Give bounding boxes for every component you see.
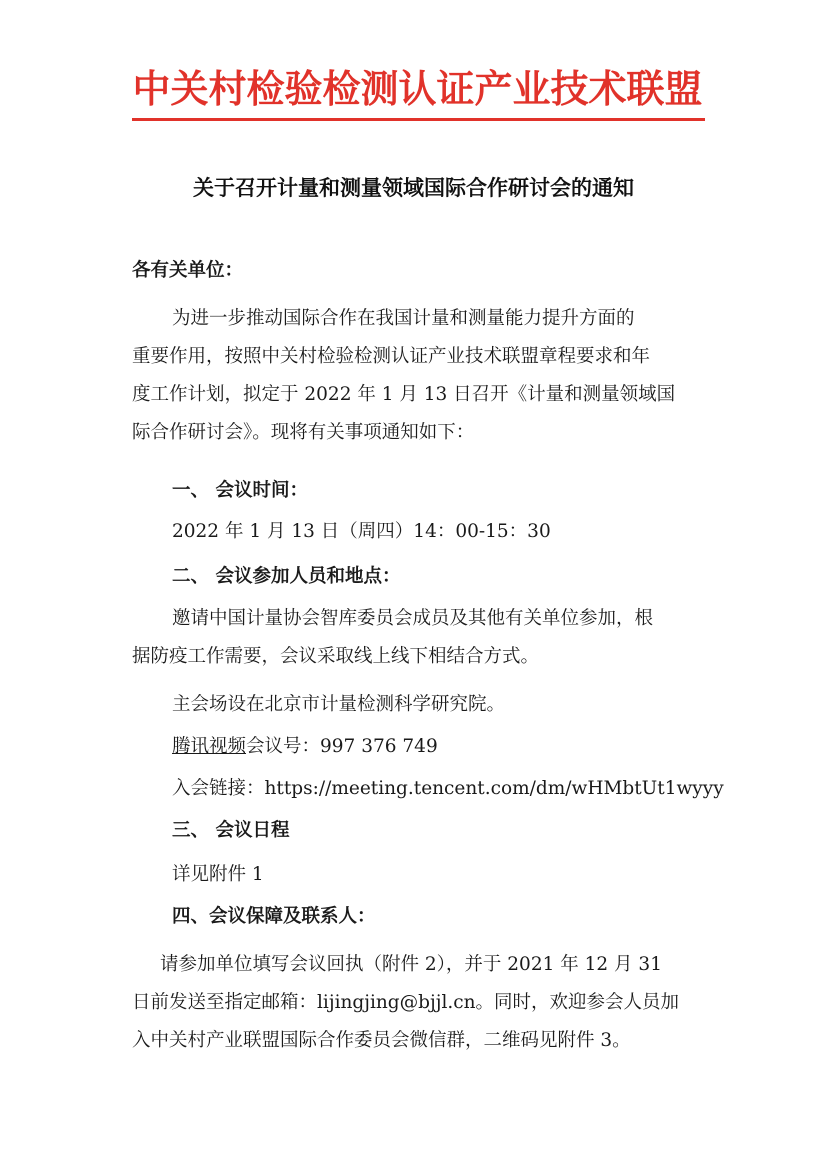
- meeting-id-text: 会议号：997 376 749: [246, 736, 438, 757]
- venue-text: 主会场设在北京市计量检测科学研究院。: [172, 694, 506, 715]
- section-1-heading: 一、 会议时间：: [172, 480, 308, 501]
- section-4-heading: 四、会议保障及联系人：: [172, 906, 376, 927]
- document-title: 关于召开计量和测量领域国际合作研讨会的通知: [193, 176, 634, 200]
- join-link-label: 入会链接：: [172, 778, 265, 799]
- letterhead-divider: [132, 118, 705, 121]
- contact-line-2: 日前发送至指定邮箱：lijingjing@bjjl.cn。同时，欢迎参会人员加: [132, 992, 680, 1013]
- participants-paragraph: [132, 600, 712, 676]
- meeting-time: 2022 年 1 月 13 日（周四）14：00-15：30: [172, 521, 551, 542]
- section-2-heading: 二、 会议参加人员和地点：: [172, 566, 401, 587]
- join-link-line: [132, 770, 752, 808]
- intro-line-4: 际合作研讨会》。现将有关事项通知如下：: [132, 422, 475, 443]
- participants-line-2: 据防疫工作需要，会议采取线上线下相结合方式。: [132, 646, 540, 667]
- intro-line-1: 为进一步推动国际合作在我国计量和测量能力提升方面的: [172, 308, 635, 329]
- meeting-id-line: [132, 728, 752, 766]
- contact-line-3: 入中关村产业联盟国际合作委员会微信群，二维码见附件 3。: [132, 1030, 631, 1051]
- tencent-video-label[interactable]: 腾讯视频: [172, 736, 247, 757]
- letterhead-org-name: 中关村检验检测认证产业技术联盟: [132, 66, 703, 111]
- salutation: 各有关单位：: [132, 260, 244, 281]
- intro-line-3: 度工作计划，拟定于 2022 年 1 月 13 日召开《计量和测量领域国: [132, 384, 676, 405]
- intro-paragraph: [132, 300, 712, 452]
- participants-line-1: 邀请中国计量协会智库委员会成员及其他有关单位参加，根: [172, 608, 654, 629]
- join-link-url[interactable]: https://meeting.tencent.com/dm/wHMbtUt1wyyy: [264, 778, 724, 799]
- section-3-heading: 三、 会议日程: [172, 820, 290, 841]
- contact-line-1: 请参加单位填写会议回执（附件 2），并于 2021 年 12 月 31: [160, 954, 662, 975]
- schedule-detail: 详见附件 1: [172, 864, 264, 885]
- contact-paragraph: [132, 946, 712, 1060]
- intro-line-2: 重要作用，按照中关村检验检测认证产业技术联盟章程要求和年: [132, 346, 651, 367]
